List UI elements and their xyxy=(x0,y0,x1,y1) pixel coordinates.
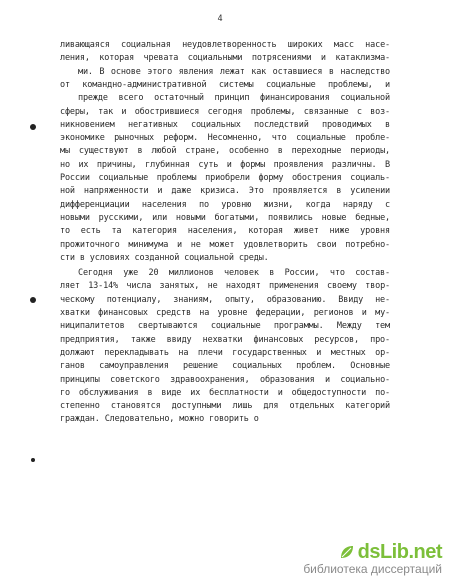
watermark-subtitle: библиотека диссертаций xyxy=(303,562,442,576)
text-line: степенно становятся доступными лишь для отдельных категорий xyxy=(60,401,390,412)
text-line: от командно-административной системы социальные проблемы, и xyxy=(60,79,390,90)
text-line: ляет 13-14% числа занятых, не находят применения своему твор- xyxy=(60,281,390,292)
page-number: 4 xyxy=(217,14,223,24)
text-line: экономике рыночных реформ. Несомненно, что социальные пробле- xyxy=(60,133,390,144)
text-line: никновением негативных социальных последствий проводимых в xyxy=(60,119,390,130)
text-line: должают перекладывать на плечи государственных и местных ор- xyxy=(60,347,390,358)
text-line: России социальные проблемы приобрели форму обострения социаль- xyxy=(60,173,390,183)
text-line: предприятия, также ввиду нехватки финансовых ресурсов, про- xyxy=(60,334,390,345)
text-line: хватки финансовых средств на уровне федерации, регионов и му- xyxy=(60,308,390,318)
text-line: мы существуют в любой стране, особенно в переходные периоды, xyxy=(60,146,390,157)
text-line: ганов самоуправления решение социальных проблем. Основные xyxy=(60,361,390,372)
text-line: прежде всего остаточный принцип финансирования социальной xyxy=(78,93,390,104)
text-line: ления, которая чревата социальными потрясениями и катаклизма- xyxy=(60,53,390,64)
text-line: ниципалитетов свертываются социальные программы. Между тем xyxy=(60,321,390,332)
watermark-brand: dsLib.net xyxy=(357,541,442,563)
text-line: дифференциации населения по уровню жизни, когда наряду с xyxy=(60,199,390,210)
text-line: сферы, так и обострившиеся сегодня проблемы, связанные с воз- xyxy=(60,106,390,117)
margin-mark xyxy=(30,124,36,130)
text-line: новыми русскими, или новыми богатыми, появились новые бедные, xyxy=(60,212,390,223)
text-line: сти в условиях созданной социальной среды. xyxy=(60,252,269,263)
text-line: то есть та категория населения, которая живет ниже уровня xyxy=(60,226,390,237)
margin-mark xyxy=(31,458,35,462)
text-line: принципы советского здравоохранения, образования и социально- xyxy=(60,374,390,385)
text-line: ми. В основе этого явления лежат как оставшиеся в наследство xyxy=(78,66,390,77)
text-line: прожиточного минимума и не может удовлетворить свои потребно- xyxy=(60,239,390,250)
text-line: ливающаяся социальная неудовлетворенность широких масс насе- xyxy=(60,40,390,50)
margin-mark xyxy=(30,297,36,303)
text-line: го обслуживания в виде их бесплатности и общедоступности по- xyxy=(60,387,390,398)
text-line: ческому потенциалу, знаниям, опыту, образованию. Ввиду не- xyxy=(60,294,390,305)
leaf-icon xyxy=(339,544,355,560)
text-line: но их причины, глубинная суть и формы проявления различны. В xyxy=(60,159,390,170)
watermark xyxy=(303,542,442,576)
text-line: Сегодня уже 20 миллионов человек в России, что состав- xyxy=(78,268,390,279)
text-line: граждан. Следовательно, можно говорить о xyxy=(60,414,259,425)
text-line: ной напряженности и даже кризиса. Это проявляется в усилении xyxy=(60,186,390,197)
